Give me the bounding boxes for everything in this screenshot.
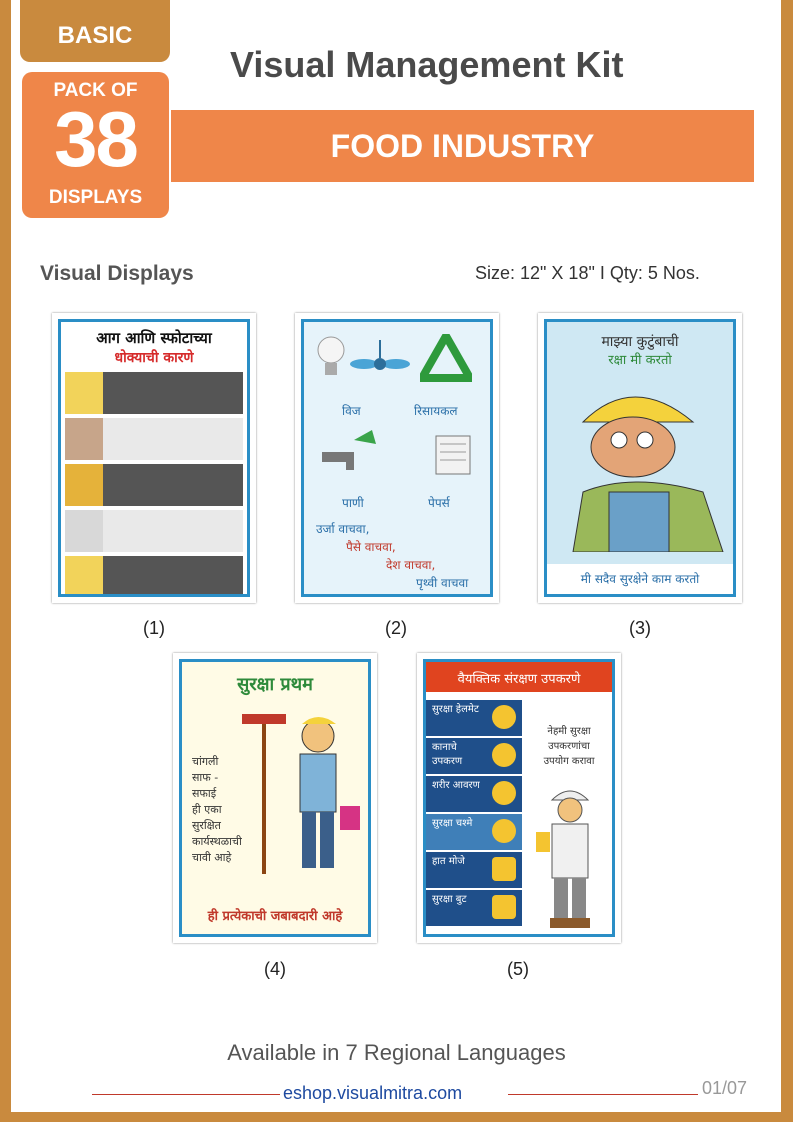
- poster-5-side-text: [528, 724, 610, 769]
- page-number: 01/07: [702, 1078, 748, 1098]
- poster-2-slogan-4: पृथ्वी वाचवा: [416, 576, 469, 590]
- poster-4-caption: (4): [264, 959, 286, 979]
- poster-2-slogan-1: उर्जा वाचवा,: [316, 522, 370, 536]
- poster-4: [173, 653, 377, 943]
- poster-2-label-b: रिसायकल: [414, 404, 458, 418]
- poster-1-row-1: [65, 372, 243, 414]
- side-text-line: नेहमी सुरक्षा: [547, 726, 591, 737]
- ppe-item: [426, 814, 522, 850]
- poster-2-slogan-2: पैसे वाचवा,: [346, 540, 396, 554]
- poster-4-bottom-text: ही प्रत्येकाची जबाबदारी आहे: [207, 909, 343, 924]
- papers-icon: [432, 432, 474, 478]
- poster-1-row-4: [65, 510, 243, 552]
- ear-protection-icon: [492, 743, 516, 767]
- ppe-item: [426, 700, 522, 736]
- poster-1: [52, 313, 256, 603]
- bulb-icon: [314, 334, 348, 382]
- poster-4-body-line: चांगली: [192, 755, 219, 768]
- poster-4-title: सुरक्षा प्रथम: [237, 674, 313, 695]
- poster-4-body-line: सफाई: [192, 787, 217, 800]
- poster-3-bottom-text: मी सदैव सुरक्षेने काम करतो: [580, 572, 700, 586]
- ppe-item: [426, 738, 522, 774]
- displays-label: DISPLAYS: [48, 187, 143, 208]
- poster-5-items: [426, 700, 522, 928]
- footer-divider-right: [508, 1094, 698, 1095]
- ppe-item-label: सुरक्षा बुट: [432, 894, 467, 905]
- ppe-item-label: शरीर आवरण: [432, 780, 480, 791]
- ppe-item-label: सुरक्षा चश्मे: [432, 818, 473, 829]
- boots-icon: [492, 895, 516, 919]
- poster-2-label-c: पाणी: [342, 496, 364, 510]
- section-title: Visual Displays: [40, 262, 194, 285]
- ppe-item-label: सुरक्षा हेलमेट: [432, 704, 479, 715]
- poster-3-caption: (3): [629, 618, 651, 638]
- industry-banner: FOOD INDUSTRY: [171, 110, 754, 182]
- poster-5: [417, 653, 621, 943]
- poster-4-body-line: साफ -: [192, 771, 219, 784]
- poster-3-title-line2: रक्षा मी करतो: [608, 353, 672, 368]
- languages-note: Available in 7 Regional Languages: [227, 1040, 566, 1065]
- poster-1-row-2: [65, 418, 243, 460]
- gloves-icon: [492, 857, 516, 881]
- pack-count: 38: [54, 95, 137, 183]
- poster-1-row-5: [65, 556, 243, 596]
- poster-4-body-line: ही एका: [192, 803, 222, 816]
- pack-of-label: PACK OF: [53, 80, 138, 101]
- ppe-item-label: हात मोजे: [432, 856, 465, 867]
- worker-illustration: [553, 372, 733, 552]
- poster-2-label-d: पेपर्स: [428, 496, 450, 510]
- page-title: Visual Management Kit: [230, 44, 624, 85]
- poster-1-title-line2: धोक्याची कारणे: [114, 350, 194, 366]
- poster-4-body-line: चावी आहे: [192, 851, 232, 864]
- poster-4-body-line: कार्यस्थळाची: [192, 835, 242, 848]
- pack-badge: [22, 72, 169, 218]
- poster-4-body: [192, 754, 272, 866]
- ppe-worker-illustration: [530, 782, 610, 932]
- website-link[interactable]: eshop.visualmitra.com: [283, 1083, 463, 1103]
- poster-1-caption: (1): [143, 618, 165, 638]
- poster-4-body-line: सुरक्षित: [192, 819, 221, 832]
- goggles-icon: [492, 819, 516, 843]
- recycle-icon: [420, 334, 472, 382]
- poster-5-header: वैयक्तिक संरक्षण उपकरणे: [457, 672, 581, 687]
- ppe-item: [426, 852, 522, 888]
- poster-1-title-line1: आग आणि स्फोटाच्या: [96, 329, 212, 347]
- poster-2-label-a: विज: [342, 404, 361, 418]
- fan-icon: [350, 340, 410, 384]
- side-text-line: उपकरणांचा: [548, 741, 590, 752]
- ppe-item-label: कानाचे उपकरण: [432, 742, 463, 767]
- body-protection-icon: [492, 781, 516, 805]
- poster-2: [295, 313, 499, 603]
- helmet-icon: [492, 705, 516, 729]
- side-text-line: उपयोग करावा: [543, 756, 595, 767]
- tap-icon: [318, 430, 378, 480]
- ppe-item: [426, 890, 522, 926]
- poster-2-slogan-3: देश वाचवा,: [386, 558, 436, 572]
- poster-3: [538, 313, 742, 603]
- poster-3-title-line1: माझ्या कुटुंबाची: [601, 334, 679, 350]
- ppe-item: [426, 776, 522, 812]
- poster-1-row-3: [65, 464, 243, 506]
- footer-divider-left: [92, 1094, 280, 1095]
- poster-5-caption: (5): [507, 959, 529, 979]
- poster-2-caption: (2): [385, 618, 407, 638]
- size-info: Size: 12" X 18" I Qty: 5 Nos.: [475, 263, 700, 283]
- basic-badge: BASIC: [20, 0, 170, 62]
